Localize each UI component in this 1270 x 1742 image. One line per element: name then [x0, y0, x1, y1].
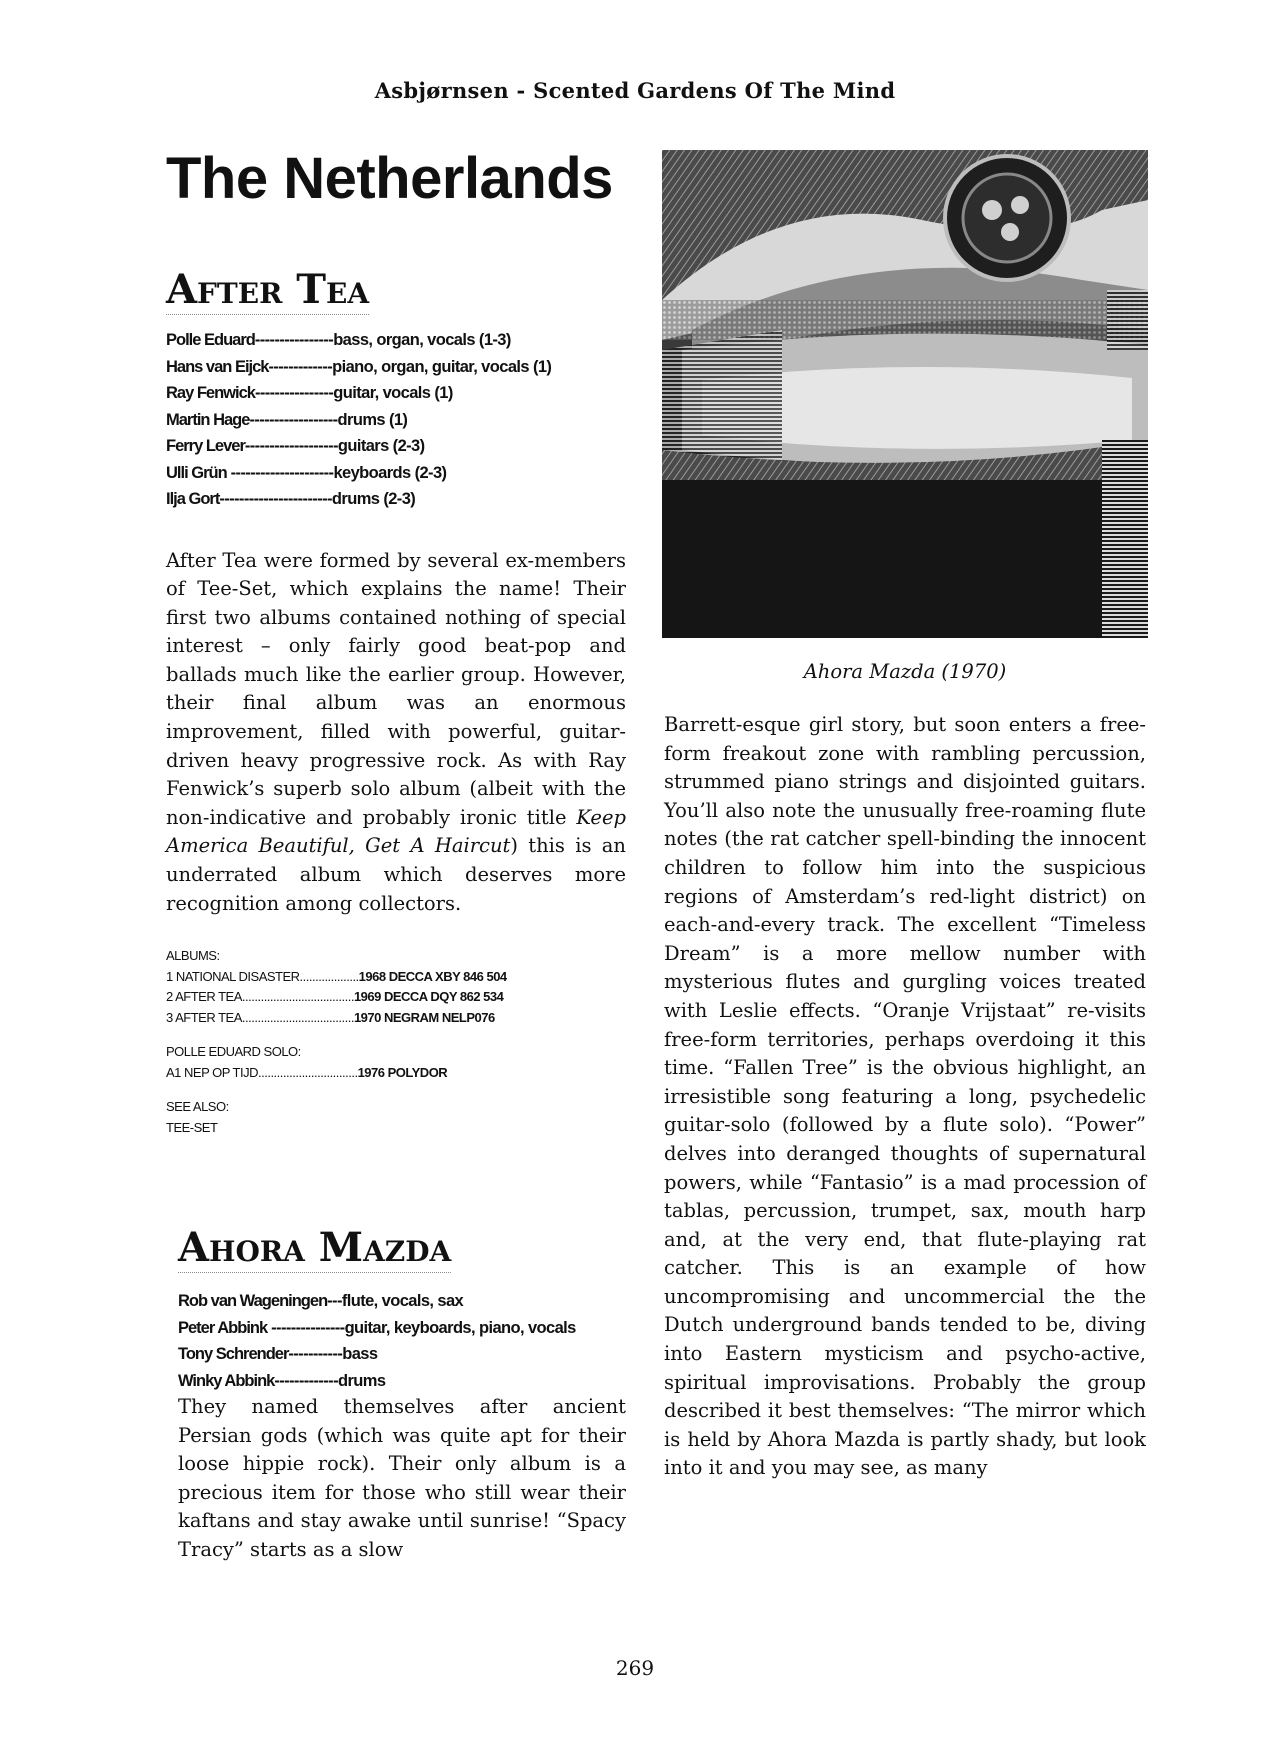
after-tea-discography — [166, 946, 626, 1138]
album-cover-artwork — [662, 150, 1148, 638]
after-tea-review: After Tea were formed by several ex-members of Tee-Set, which explains the name! Their first two albums contained nothing of special interest – only fairly good beat-pop and ballads much like the earlier group. However, their final album was an enormous improvement, filled with powerful, guitar-driven heavy progressive rock. As with Ray Fenwick’s superb solo album (albeit with the non-indicative and probably ironic title Keep America Beautiful, Get A Haircut) this is an underrated album which deserves more recognition among collectors. — [166, 548, 626, 915]
album-title-italic: Keep America Beautiful, Get A Haircut — [166, 805, 626, 858]
member-role: guitar, keyboards, piano, vocals — [344, 1318, 576, 1337]
album-row: 2 AFTER TEA....................................1969 DECCA DQY 862 534 — [166, 989, 504, 1005]
member-name: Martin Hage — [166, 410, 250, 429]
member-role: piano, organ, guitar, vocals (1) — [332, 357, 552, 376]
solo-heading: POLLE EDUARD SOLO: — [166, 1044, 301, 1060]
image-caption: Ahora Mazda (1970) — [803, 660, 1007, 683]
lineup-row — [166, 407, 626, 434]
after-tea-entry — [166, 266, 626, 1138]
member-role: guitars (2-3) — [337, 437, 425, 455]
dash-leader: ------------- — [268, 357, 333, 376]
lineup-row — [166, 354, 626, 381]
member-role: bass, organ, vocals (1-3) — [333, 331, 511, 349]
dash-leader: ------------------- — [244, 437, 338, 455]
member-name: Peter Abbink — [178, 1318, 268, 1337]
dash-leader: ----------- — [288, 1345, 343, 1363]
lineup-row — [166, 433, 626, 460]
lineup-row — [166, 380, 626, 407]
dash-leader: --- — [327, 1292, 342, 1310]
after-tea-lineup — [166, 327, 626, 513]
dash-leader: ---------------- — [254, 331, 334, 349]
running-head: Asbjørnsen - Scented Gardens Of The Mind — [374, 78, 896, 103]
member-name: Ulli Grün — [166, 463, 227, 482]
see-also-value: TEE-SET — [166, 1119, 218, 1135]
ahora-mazda-lineup — [178, 1288, 576, 1394]
member-role: guitar, vocals (1) — [333, 384, 453, 402]
dash-leader: --------------------- — [226, 463, 334, 482]
member-name: Rob van Wageningen — [178, 1292, 328, 1310]
band-name-ahora-mazda: Ahora Mazda — [178, 1224, 452, 1271]
member-name: Tony Schrender — [178, 1345, 289, 1363]
band-name-after-tea: After Tea — [166, 266, 370, 313]
member-name: Ferry Lever — [166, 437, 245, 455]
member-name: Ray Fenwick — [166, 384, 255, 402]
section-title: The Netherlands — [166, 146, 613, 211]
lineup-row — [166, 460, 626, 487]
page-number: 269 — [615, 1656, 655, 1680]
member-role: drums (1) — [337, 410, 408, 429]
member-role: drums (2-3) — [331, 490, 416, 508]
lineup-row — [178, 1315, 576, 1342]
albums-heading: ALBUMS: — [166, 948, 220, 964]
album-row: 3 AFTER TEA....................................1970 NEGRAM NELP076 — [166, 1009, 495, 1025]
member-role: drums — [337, 1371, 386, 1390]
dash-leader: ------------------ — [249, 410, 338, 429]
member-name: Ilja Gort — [166, 490, 220, 508]
album-cover-image — [662, 150, 1148, 638]
lineup-row — [178, 1368, 576, 1395]
dash-leader: ---------------- — [254, 384, 334, 402]
member-name: Winky Abbink — [178, 1371, 275, 1390]
member-role: keyboards (2-3) — [333, 463, 447, 482]
ahora-mazda-review-continued: Barrett-esque girl story, but soon enters a free-form freakout zone with rambling percussion, strummed piano strings and disjointed guitars. You’ll also note the unusually free-roaming flute notes (the rat catcher spell-binding the innocent children to follow him into the suspicious regions of Amsterdam’s red-light district) on each-and-every track. The excellent “Timeless Dream” is a more mellow number with mysterious flutes and gurgling voices treated with Leslie effects. “Oranje Vrijstaat” re-visits free-form territories, perhaps overdoing it this time. “Fallen Tree” is the obvious highlight, an irresistible song featuring a long, psychedelic guitar-solo (followed by a flute solo). “Power” delves into deranged thoughts of supernatural powers, while “Fantasio” is a mad procession of tablas, percussion, trumpet, sax, mouth harp and, at the very end, that flute-playing rat catcher. This is an example of how uncompromising and uncommercial the the Dutch underground bands tended to be, diving into Eastern mysticism and psycho-active, spiritual improvisations. Probably the group described it best themselves: “The mirror which is held by Ahora Mazda is partly shady, but look into it and you may see, as many — [664, 713, 1146, 1480]
album-row: A1 NEP OP TIJD................................1976 POLYDOR — [166, 1064, 448, 1080]
member-name: Hans van Eijck — [166, 357, 269, 376]
member-role: bass — [342, 1345, 378, 1363]
member-name: Polle Eduard — [166, 331, 255, 349]
dash-leader: ----------------------- — [219, 490, 332, 508]
dash-leader: ------------- — [274, 1371, 338, 1390]
member-role: flute, vocals, sax — [341, 1292, 464, 1310]
album-row: 1 NATIONAL DISASTER...................1968 DECCA XBY 846 504 — [166, 968, 507, 984]
lineup-row — [166, 486, 626, 513]
lineup-row — [178, 1288, 576, 1315]
see-also-heading: SEE ALSO: — [166, 1099, 229, 1115]
ahora-mazda-review: They named themselves after ancient Persian gods (which was quite apt for their loose hippie rock). Their only album is a precious item for those who still wear their kaftans and stay awake until sunrise! “Spacy Tracy” starts as a slow — [178, 1395, 626, 1561]
lineup-row — [178, 1341, 576, 1368]
dash-leader: --------------- — [267, 1318, 345, 1337]
lineup-row — [166, 327, 626, 354]
